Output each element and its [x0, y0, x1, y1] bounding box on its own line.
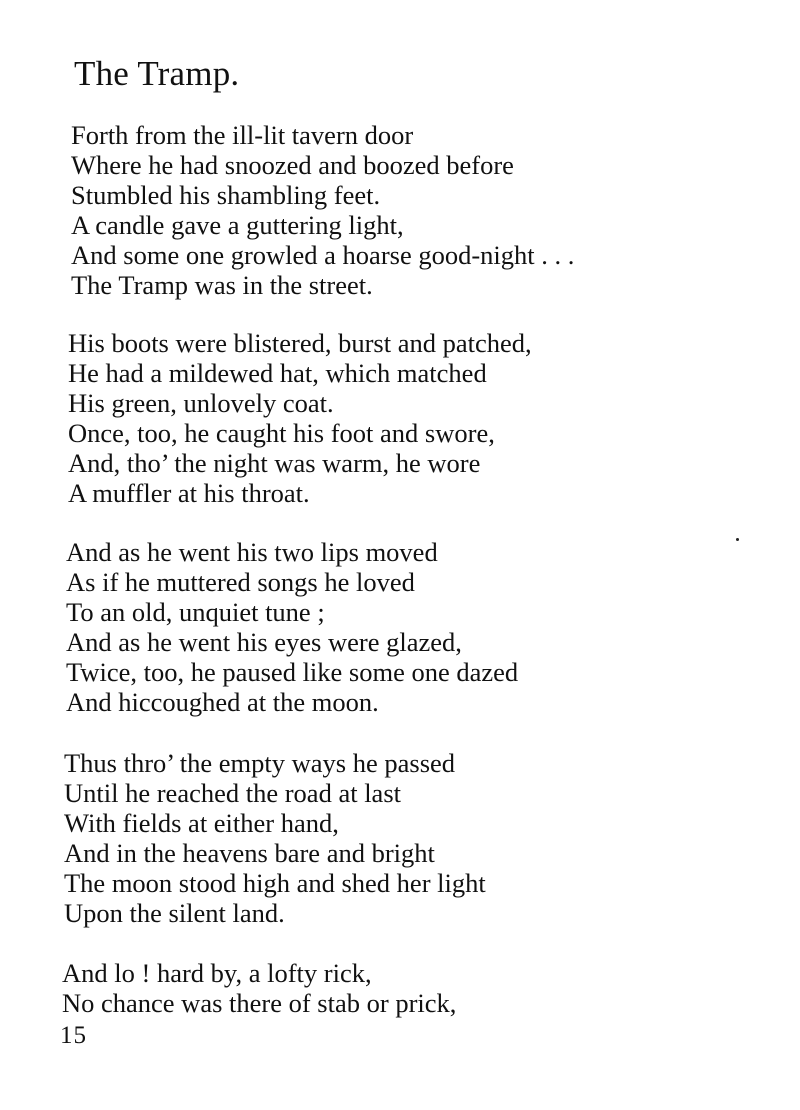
poem-line: And, tho’ the night was warm, he wore	[68, 448, 481, 478]
poem-line: The Tramp was in the street.	[71, 270, 373, 300]
ink-speck	[736, 538, 739, 541]
page-number: 15	[60, 1022, 87, 1049]
stanza-4	[64, 748, 486, 928]
poem-line: No chance was there of stab or prick,	[62, 988, 457, 1018]
poem-line: Upon the silent land.	[64, 898, 285, 928]
poem-line: Until he reached the road at last	[64, 778, 401, 808]
poem-line: And in the heavens bare and bright	[64, 838, 435, 868]
poem-line: And lo ! hard by, a lofty rick,	[62, 958, 372, 988]
poem-line: And as he went his two lips moved	[66, 537, 438, 567]
stanza-3	[66, 537, 518, 717]
poem-line: With fields at either hand,	[64, 808, 339, 838]
poem-line: And as he went his eyes were glazed,	[66, 627, 462, 657]
poem-line: He had a mildewed hat, which matched	[68, 358, 487, 388]
poem-line: His boots were blistered, burst and patched,	[68, 328, 532, 358]
stanza-5	[62, 958, 456, 1018]
poem-line: The moon stood high and shed her light	[64, 868, 486, 898]
poem-line: A candle gave a guttering light,	[71, 210, 404, 240]
stanza-2	[68, 328, 532, 508]
poem-line: His green, unlovely coat.	[68, 388, 334, 418]
poem-line: To an old, unquiet tune ;	[66, 597, 325, 627]
poem-line: Twice, too, he paused like some one dazed	[66, 657, 519, 687]
poem-line: Forth from the ill-lit tavern door	[71, 120, 414, 150]
poem-line: As if he muttered songs he loved	[66, 567, 415, 597]
poem-line: A muffler at his throat.	[68, 478, 310, 508]
poem-line: Once, too, he caught his foot and swore,	[68, 418, 495, 448]
stanza-1	[71, 120, 574, 300]
poem-line: Stumbled his shambling feet.	[71, 180, 381, 210]
poem-line: Thus thro’ the empty ways he passed	[64, 748, 456, 778]
poem-line: Where he had snoozed and boozed before	[71, 150, 514, 180]
poem-line: And hiccoughed at the moon.	[66, 687, 379, 717]
poem-title: The Tramp.	[74, 54, 240, 93]
poem-line: And some one growled a hoarse good-night . . .	[71, 240, 575, 270]
